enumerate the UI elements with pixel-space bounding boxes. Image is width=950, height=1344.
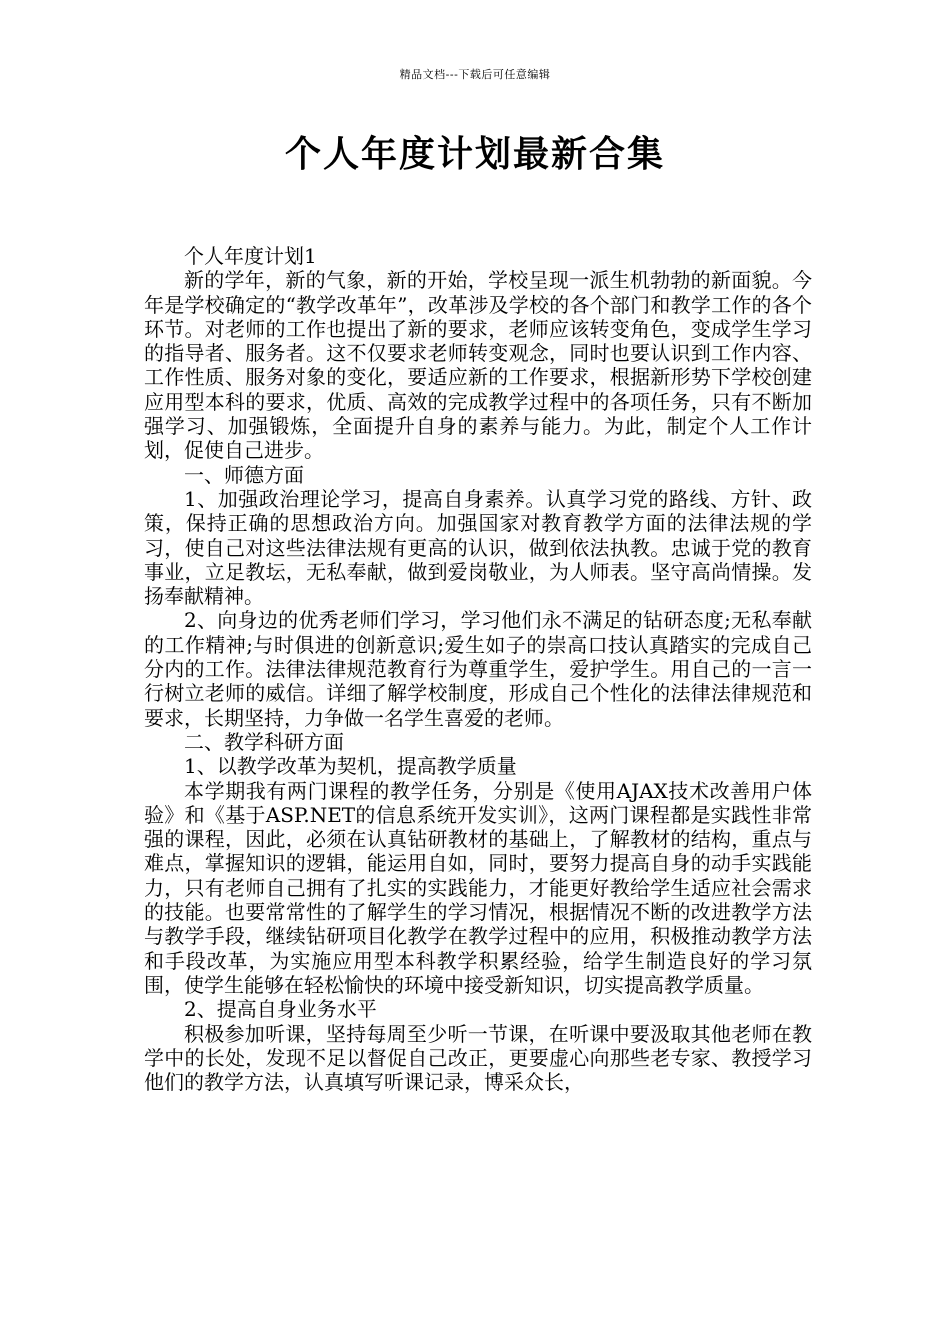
section-heading: 一、师德方面 [184, 462, 304, 487]
body-paragraph: 2、向身边的优秀老师们学习，学习他们永不满足的钻研态度;无私奉献的工作精神;与时俱进的创新意识;爱生如子的崇高口技认真踏实的完成自己分内的工作。法律法律规范教育行为尊重学生，爱护学生。用自己的一言一行树立老师的威信。详细了解学校制度，形成自己个性化的法律法律规范和要求，长期坚持，力争做一名学生喜爱的老师。 [144, 608, 812, 730]
subsection-heading: 2、提高自身业务水平 [184, 997, 377, 1022]
subsection-heading: 1、以教学改革为契机，提高教学质量 [184, 754, 517, 779]
header-note: 精品文档---下载后可任意编辑 [399, 68, 551, 81]
section-heading: 二、教学科研方面 [184, 729, 344, 754]
body-paragraph: 1、加强政治理论学习，提高自身素养。认真学习党的路线、方针、政策，保持正确的思想政治方向。加强国家对教育教学方面的法律法规的学习，使自己对这些法律法规有更高的认识，做到依法执教。忠诚于党的教育事业，立足教坛，无私奉献，做到爱岗敬业，为人师表。坚守高尚情操。发扬奉献精神。 [144, 486, 812, 609]
body-paragraph: 新的学年，新的气象，新的开始，学校呈现一派生机勃勃的新面貌。今年是学校确定的“教学改革年”，改革涉及学校的各个部门和教学工作的各个环节。对老师的工作也提出了新的要求，老师应该转变角色，变成学生学习的指导者、服务者。这不仅要求老师转变观念，同时也要认识到工作内容、工作性质、服务对象的变化，要适应新的工作要求，根据新形势下学校创建应用型本科的要求，优质、高效的完成教学过程中的各项任务，只有不断加强学习、加强锻炼，全面提升自身的素养与能力。为此，制定个人工作计划，促使自己进步。 [144, 268, 812, 463]
body-paragraph: 积极参加听课，坚持每周至少听一节课，在听课中要汲取其他老师在教学中的长处，发现不足以督促自己改正，更要虚心向那些老专家、教授学习他们的教学方法，认真填写听课记录，博采众长， [144, 1021, 812, 1095]
body-paragraph: 本学期我有两门课程的教学任务，分别是《使用AJAX技术改善用户体验》和《基于ASP.NET的信息系统开发实训》，这两门课程都是实践性非常强的课程，因此，必须在认真钻研教材的基础上，了解教材的结构，重点与难点，掌握知识的逻辑，能运用自如，同时，要努力提高自身的动手实践能力，只有老师自己拥有了扎实的实践能力，才能更好教给学生适应社会需求的技能。也要常常性的了解学生的学习情况，根据情况不断的改进教学方法与教学手段，继续钻研项目化教学在教学过程中的应用，积极推动教学方法和手段改革，为实施应用型本科教学积累经验，给学生制造良好的学习氛围，使学生能够在轻松愉快的环境中接受新知识，切实提高教学质量。 [144, 778, 812, 997]
section-heading: 个人年度计划1 [184, 244, 317, 268]
document-body [144, 244, 812, 1094]
document-title: 个人年度计划最新合集 [284, 134, 665, 175]
